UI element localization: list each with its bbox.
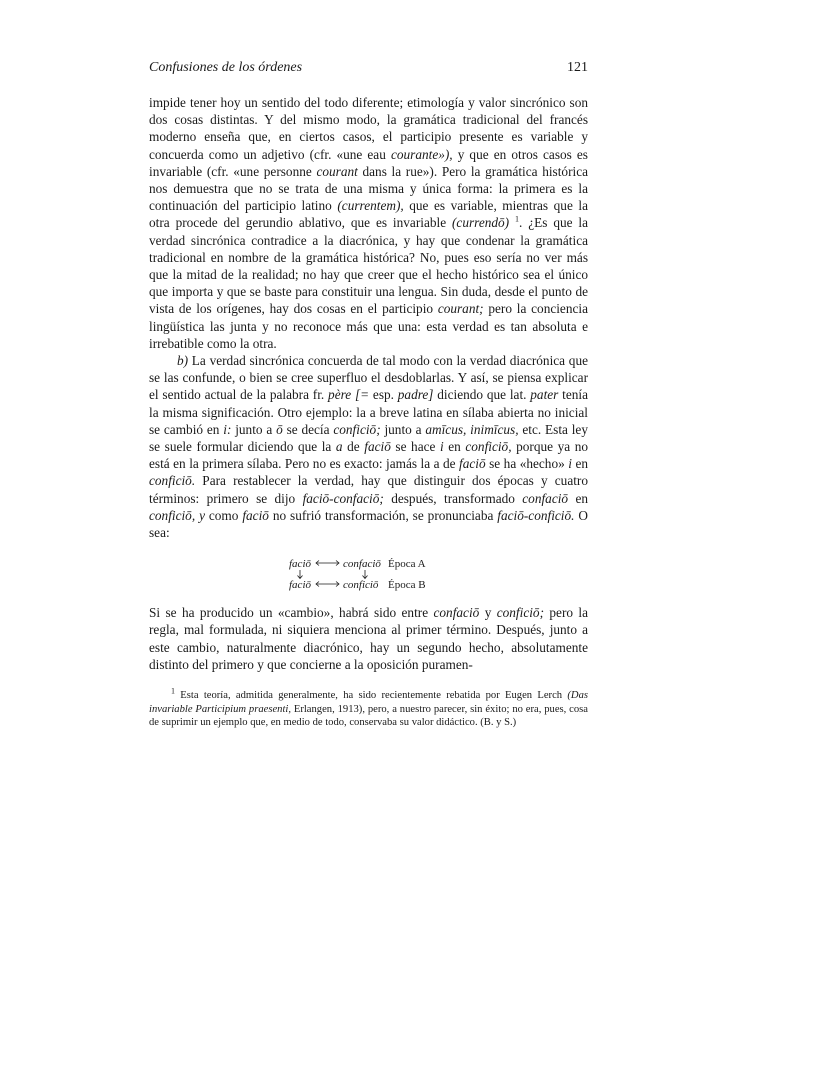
text-run: en: [443, 439, 466, 455]
text-run: Si se ha producido un «cambio», habrá sido entre: [149, 605, 434, 621]
italic-text: père [=: [328, 387, 370, 403]
text-run: pero la conciencia lingüística las junta y no reconoce más que una: esta verdad es tan absoluta e irrebatible como la otra.: [149, 301, 588, 351]
text-run: junto a: [231, 421, 277, 437]
italic-text: (currentem),: [337, 198, 404, 214]
footnote: [149, 686, 589, 730]
italic-text: conficiō, y: [149, 507, 205, 523]
italic-text: ō: [276, 421, 283, 437]
text-run: junto a: [380, 421, 426, 437]
body-text: [149, 94, 588, 673]
italic-text: i: [568, 456, 572, 472]
epoch-diagram-svg: [289, 558, 449, 592]
text-run: impide tener hoy un sentido del todo diferente; etimología y valor sincrónico son dos cosas distintas. Y del mismo modo, la gramática tradicional del francés moderno enseña que, en ciertos casos, el participio presente es variable y concuerda como un adjetivo (cfr. «une eau: [149, 95, 588, 162]
paragraph: [149, 352, 588, 541]
footnote-reference: 1: [515, 215, 520, 224]
footnote-text: [149, 686, 589, 730]
text-run: y: [479, 605, 497, 621]
page-header: [149, 60, 588, 82]
footnote-mark: 1: [171, 686, 175, 696]
text-run: se ha «hecho»: [485, 456, 569, 472]
italic-text: padre]: [397, 387, 434, 403]
italic-text: conficiō,: [465, 439, 512, 455]
diagram-a-right: confaciō: [342, 558, 381, 571]
italic-text: pater: [530, 387, 559, 403]
text-run: esp.: [369, 387, 398, 403]
text-run: no sufrió transformación, se pronunciaba: [268, 507, 498, 523]
page-number: 121: [567, 60, 588, 75]
text-run: como: [204, 507, 243, 523]
italic-text: faciō-confaciō;: [302, 490, 384, 506]
text-run: después, transformado: [383, 490, 523, 506]
italic-text: i:: [223, 421, 232, 437]
text-run: diciendo que lat.: [433, 387, 531, 403]
text-run: se decía: [282, 421, 334, 437]
diagram-a-label: Época A: [387, 558, 426, 571]
text-run: Esta teoría, admitida generalmente, ha sido recientemente rebatida por Eugen Lerch: [175, 690, 568, 702]
italic-text: faciō: [364, 439, 391, 455]
text-run: pero la regla, mal formulada, ni siquiera menciona al primer término. Después, junto a este cambio, naturalmente diacrónico, hay un segundo hecho, absolutamente distinto del primero y que concierne a la oposición puramen-: [149, 605, 589, 672]
italic-text: (currendō): [452, 215, 510, 231]
italic-text: faciō: [459, 456, 486, 472]
text-run: que es variable, mientras que la otra procede del gerundio ablativo, que es invariable: [149, 198, 588, 231]
text-run: y que en otros casos es invariable (cfr. «une personne: [149, 146, 588, 179]
italic-text: courante»),: [390, 146, 453, 162]
diagram-b-label: Época B: [387, 579, 426, 592]
italic-text: i: [439, 439, 444, 455]
paragraph: [149, 94, 588, 352]
italic-text: conficiō;: [496, 605, 544, 621]
italic-text: a: [335, 439, 343, 455]
italic-text: confaciō: [522, 490, 569, 506]
italic-text: amīcus, inimīcus,: [425, 421, 519, 437]
italic-text: b): [177, 353, 189, 369]
diagram-b-right: conficiō: [342, 579, 378, 592]
italic-text: conficiō.: [149, 473, 196, 489]
text-run: en: [571, 456, 588, 472]
text-run: Erlangen, 1913), pero, a nuestro parecer, sin éxito; no era, pues, cosa de suprimir un ejemplo que, en medio de todo, conservaba su valor didáctico. (B. y S.): [149, 703, 589, 729]
text-run: O sea:: [149, 507, 588, 541]
text-run: se hace: [390, 439, 440, 455]
italic-text: confaciō: [433, 605, 480, 621]
text-run: de: [342, 439, 365, 455]
diagram-b-left: faciō: [288, 579, 311, 592]
text-run: en: [568, 490, 589, 506]
text-run: etc. Esta ley se suele formular diciendo que la: [149, 421, 588, 455]
epoch-diagram: [289, 558, 449, 592]
italic-text: conficiō;: [333, 421, 381, 437]
italic-text: faciō-conficiō.: [497, 507, 575, 523]
italic-text: courant;: [437, 301, 484, 317]
text-run: . ¿Es que la verdad sincrónica contradice a la diacrónica, y hay que condenar la gramática tradicional en nombre de la gramática histórica? No, pues eso sería no ver más que la mitad de la realidad; no hay que creer que el hecho histórico sea el único que importa y que se baste para constituir una lengua. Sin duda, desde el punto de vista de los orígenes, hay dos cosas en el participio: [149, 215, 589, 317]
text-run: Para restablecer la verdad, hay que distinguir dos épocas y cuatro términos: primero se dijo: [149, 473, 588, 506]
text-run: La verdad sincrónica concuerda de tal modo con la verdad diacrónica que se las confunde, o bien se cree superfluo el desdoblarlas. Y así, se piensa explicar el sentido actual de la palabra fr.: [149, 353, 588, 403]
text-run: porque ya no está en la primera sílaba. Pero no es exacto: jamás la a de: [149, 439, 589, 472]
paragraph: [149, 604, 588, 673]
running-title: Confusiones de los órdenes: [149, 60, 303, 75]
italic-text: courant: [316, 163, 358, 179]
italic-text: (Das invariable Participium praesenti,: [149, 690, 588, 715]
text-run: dans la rue»). Pero la gramática histórica nos demuestra que no se trata de una misma y única forma: la primera es la continuación del participio latino: [149, 163, 588, 214]
diagram-a-left: faciō: [288, 558, 311, 571]
italic-text: faciō: [242, 507, 269, 523]
text-run: tenía la misma significación. Otro ejemplo: la a breve latina en sílaba abierta no inicial se cambió en: [149, 387, 588, 437]
book-page: [149, 60, 588, 730]
